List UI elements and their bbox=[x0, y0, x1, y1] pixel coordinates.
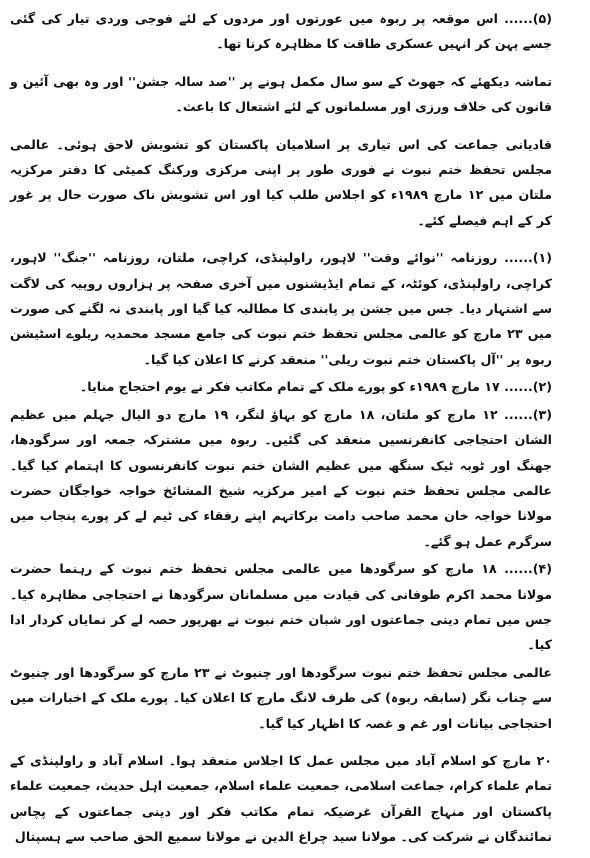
paragraph-long-march: عالمی مجلس تحفظ ختم نبوت سرگودھا اور چنیوٹ نے ۲۳ مارچ کو سرگودھا اور چنیوٹ سے چناب نگر (سابقہ ربوہ) کی طرف لانگ مارچ کا اعلان کیا۔ پورے ملک کے اخبارات میں احتجاجی بیانات اور غم و غصہ کا اظہار کیا گیا۔ bbox=[10, 664, 552, 731]
paragraph-islamabad-meeting: ۲۰ مارچ کو اسلام آباد میں مجلس عمل کا اجلاس منعقد ہوا۔ اسلام آباد و راولپنڈی کے تمام علماء کرام، جماعت اسلامی، جمعیت علماء اسلام، جمعیت اہل حدیث، جمعیت علماء پاکستان اور منہاج القرآن غرضیکہ تمام مکاتب فکر اور دینی جماعتوں کے پچاس نمائندگان نے شرکت کی۔ مولانا سید چراغ الدین نے مولانا سمیع الحق صاحب سے ہسپتال bbox=[10, 752, 552, 845]
paragraph-1-advertisement: (۱)...... روزنامہ ''نوائے وقت'' لاہور، راولپنڈی، کراچی، ملتان، روزنامہ ''جنگ'' لاہور، کراچی، راولپنڈی، کوئٹہ، کے تمام ایڈیشنوں میں آخری صفحہ پر ہزاروں روپیہ کی لاگت سے اشتہار دیا۔ جس میں جشن پر پابندی کا مطالبہ کیا گیا اور پابندی نہ لگنے کی صورت میں ۲۳ مارچ کو عالمی مجلس تحفظ ختم نبوت کی جامع مسجد محمدیہ ریلوے اسٹیشن ربوہ پر ''آل پاکستان ختم نبوت ریلی'' منعقد کرنے کا اعلان کیا گیا۔ bbox=[10, 250, 552, 367]
paragraph-4-sargodha-demonstration: (۴)...... ۱۸ مارچ کو سرگودھا میں عالمی مجلس تحفظ ختم نبوت کے رہنما حضرت مولانا محمد اکرم طوفانی کی قیادت میں مسلمانان سرگودھا نے احتجاجی مظاہرہ کیا۔ جس میں تمام دینی جماعتوں اور شبان ختم نبوت نے بھرپور حصہ لے کر نمایاں کردار ادا کیا۔ bbox=[10, 561, 552, 653]
paragraph-spectacle: تماشہ دیکھئے کہ جھوٹ کے سو سال مکمل ہونے پر ''صد سالہ جشن'' اور وہ بھی آئین و قانون کی خلاف ورزی اور مسلمانوں کے لئے اشتعال کا باعث۔ bbox=[10, 73, 552, 115]
paragraph-2-protest-day: (۲)...... ۱۷ مارچ ۱۹۸۹ء کو پورے ملک کے تمام مکاتب فکر نے یوم احتجاج منایا۔ bbox=[79, 379, 552, 395]
paragraph-5-uniform: (۵)...... اس موقعہ پر ربوہ میں عورتوں اور مردوں کے لئے فوجی وردی تیار کی گئی جسے پہن کر انہیں عسکری طاقت کا مظاہرہ کرنا تھا۔ bbox=[10, 11, 552, 52]
paragraph-3-conferences: (۳)...... ۱۲ مارچ کو ملتان، ۱۸ مارچ کو بہاؤ لنگر، ۱۹ مارچ دو الیال جہلم میں عظیم الشان احتجاجی کانفرنسیں منعقد کی گئیں۔ ربوہ میں مشترکہ جمعہ اور سرگودھا، جھنگ اور ٹوبہ ٹیک سنگھ میں عظیم الشان ختم نبوت کانفرنسوں کا اہتمام کیا گیا۔ عالمی مجلس تحفظ ختم نبوت کے امیر مرکزیہ شیخ المشائخ خواجہ خواجگان حضرت مولانا خواجہ خان محمد صاحب دامت برکاتہم اپنے رفقاء کی ٹیم لے کر پورے پنجاب میں سرگرم عمل ہو گئے۔ bbox=[10, 406, 552, 549]
paragraph-qadiani-preparation: قادیانی جماعت کی اس تیاری پر اسلامیان پاکستان کو تشویش لاحق ہوئی۔ عالمی مجلس تحفظ ختم نبوت نے فوری طور پر اپنی مرکزی ورکنگ کمیٹی کا دفتر مرکزیہ ملتان میں ۱۲ مارچ ۱۹۸۹ء کو اجلاس طلب کیا اور اس تشویش ناک صورت حال پر غور کر کے اہم فیصلے کئے۔ bbox=[10, 136, 552, 228]
